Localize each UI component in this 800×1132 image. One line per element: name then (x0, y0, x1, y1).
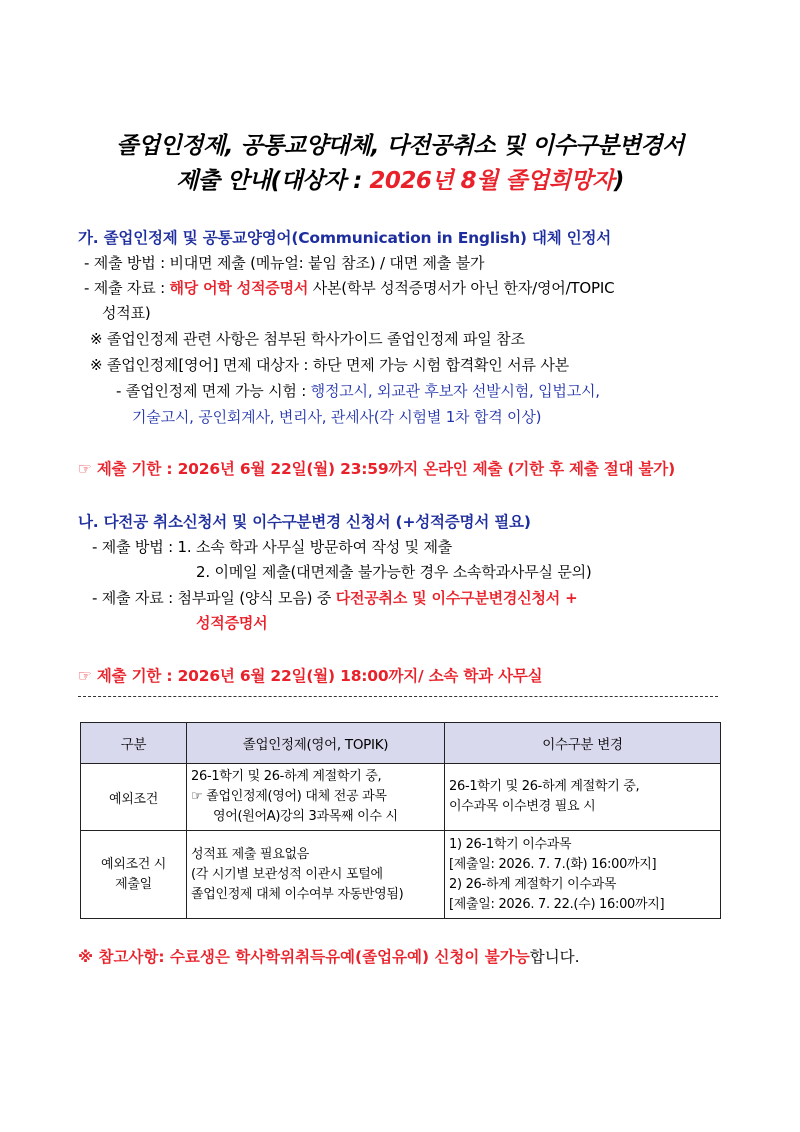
section-b-method1: - 제출 방법 : 1. 소속 학과 사무실 방문하여 작성 및 제출 (92, 538, 453, 556)
section-b-materials-cont: 성적증명서 (196, 614, 268, 632)
table-cell (445, 831, 721, 919)
section-a-method: - 제출 방법 : 비대면 제출 (메뉴얼: 붙임 참조) / 대면 제출 불가 (84, 254, 485, 272)
section-a-note1: ※ 졸업인정제 관련 사항은 첨부된 학사가이드 졸업인정제 파일 참조 (90, 330, 525, 348)
section-b-materials (92, 587, 577, 608)
section-b-method2: 2. 이메일 제출(대면제출 불가능한 경우 소속학과사무실 문의) (196, 563, 592, 581)
table-row (81, 764, 721, 831)
section-a-materials-cont: 성적표) (102, 304, 151, 322)
section-a-note2: ※ 졸업인정제[영어] 면제 대상자 : 하단 면제 가능 시험 합격확인 서류 사본 (90, 356, 569, 374)
cell-line: 예외조건 시 (100, 856, 167, 872)
cell-line: 제출일 (115, 876, 152, 892)
title-prefix: 제출 안내(대상자 : (176, 168, 370, 194)
cell-line: [제출일: 2026. 7. 7.(화) 16:00까지] (449, 856, 657, 872)
table-row (81, 831, 721, 919)
cell-line: [제출일: 2026. 7. 22.(수) 16:00까지] (449, 896, 665, 912)
materials-b-highlight: 다전공취소 및 이수구분변경신청서 + (335, 589, 578, 607)
footer-note-highlight: ※ 참고사항: 수료생은 학사학위취득유예(졸업유예) 신청이 불가능 (78, 948, 530, 966)
footer-note-suffix: 합니다. (529, 948, 580, 966)
materials-highlight: 해당 어학 성적증명서 (169, 279, 309, 297)
dashed-divider (78, 696, 718, 697)
materials-b-prefix: - 제출 자료 : 첨부파일 (양식 모음) 중 (92, 589, 336, 607)
table-header-cell: 이수구분 변경 (445, 723, 721, 764)
section-b-header: 나. 다전공 취소신청서 및 이수구분변경 신청서 (+성적증명서 필요) (78, 513, 531, 531)
table-row-label (81, 831, 187, 919)
cell-line: 영어(원어A)강의 3과목째 이수 시 (213, 809, 398, 824)
section-a-exempt-list2: 기술고시, 공인회계사, 변리사, 관세사(각 시험별 1차 합격 이상) (132, 408, 542, 426)
materials-suffix: 사본(학부 성적증명서가 아닌 한자/영어/TOPIC (308, 279, 615, 297)
document-title-line2 (0, 162, 800, 195)
section-b-deadline: ☞ 제출 기한 : 2026년 6월 22일(월) 18:00까지/ 소속 학과 사무실 (78, 667, 543, 685)
cell-line: 이수과목 이수변경 필요 시 (449, 799, 596, 814)
cell-line: 2) 26-하계 계절학기 이수과목 (449, 876, 617, 892)
cell-line: (각 시기별 보관성적 이관시 포털에 (191, 866, 383, 882)
cell-line: 26-1학기 및 26-하계 계절학기 중, (449, 779, 640, 794)
table-cell (445, 764, 721, 831)
section-a-materials (84, 277, 614, 298)
table-cell (187, 764, 445, 831)
table-header-cell: 구분 (81, 723, 187, 764)
cell-line: 성적표 제출 필요없음 (191, 846, 309, 862)
cell-line: 26-1학기 및 26-하계 계절학기 중, (191, 769, 382, 784)
table-header-cell: 졸업인정제(영어, TOPIK) (187, 723, 445, 764)
table-row-label: 예외조건 (81, 764, 187, 831)
cell-line: ☞ 졸업인정제(영어) 대체 전공 과목 (191, 789, 387, 804)
document-title-line1: 졸업인정제, 공통교양대체, 다전공취소 및 이수구분변경서 (116, 133, 684, 159)
cell-line: 졸업인정제 대체 이수여부 자동반영됨) (191, 886, 404, 902)
title-suffix: ) (613, 168, 624, 194)
table-cell (187, 831, 445, 919)
section-a-header: 가. 졸업인정제 및 공통교양영어(Communication in English) 대체 인정서 (78, 229, 612, 247)
section-a-exempt (116, 380, 600, 401)
info-table (80, 722, 721, 919)
cell-line: 1) 26-1학기 이수과목 (449, 836, 572, 852)
title-target-highlight: 2026년 8월 졸업희망자 (369, 168, 614, 194)
section-a-deadline: ☞ 제출 기한 : 2026년 6월 22일(월) 23:59까지 온라인 제출 (기한 후 제출 절대 불가) (78, 460, 675, 478)
exempt-prefix: - 졸업인정제 면제 가능 시험 : (116, 382, 311, 400)
table-header-row (81, 723, 721, 764)
footer-note (78, 945, 580, 967)
exempt-list1: 행정고시, 외교관 후보자 선발시험, 입법고시, (310, 382, 600, 400)
materials-prefix: - 제출 자료 : (84, 279, 170, 297)
